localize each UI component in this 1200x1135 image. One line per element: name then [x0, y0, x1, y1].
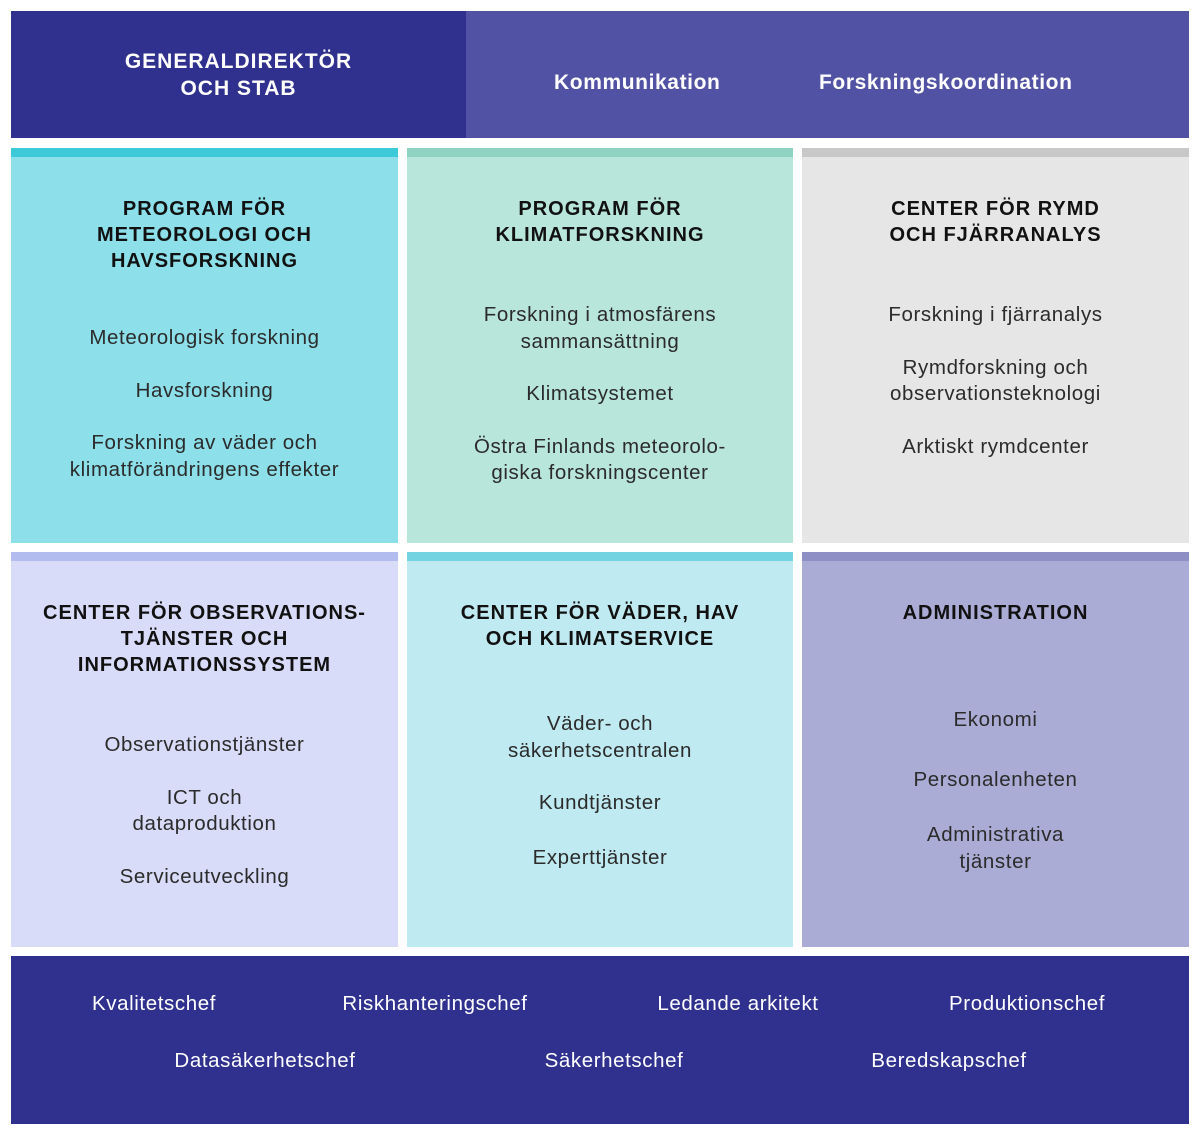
unit-function-line: ICT och — [166, 785, 243, 809]
unit-function-line: säkerhetscentralen — [507, 738, 692, 762]
unit-heading — [21, 196, 388, 274]
role-data-security-manager: Datasäkerhetschef — [174, 1049, 356, 1072]
role-lead-architect: Ledande arkitekt — [657, 992, 819, 1015]
unit-color-strip — [802, 552, 1189, 561]
unit-color-strip — [11, 148, 398, 157]
unit-heading-line: INFORMATIONSSYSTEM — [77, 654, 332, 676]
unit-function-list — [417, 302, 783, 487]
unit-heading-line: OCH FJÄRRANALYS — [889, 224, 1102, 246]
unit-heading-line: OCH KLIMATSERVICE — [485, 628, 715, 650]
role-production-manager: Produktionschef — [948, 992, 1106, 1015]
unit-observation-information — [11, 552, 398, 947]
unit-function-list — [812, 707, 1179, 875]
unit-function-line: giska forskningscenter — [491, 461, 709, 484]
unit-function-line: Administrativa — [926, 823, 1065, 846]
unit-heading-line: HAVSFORSKNING — [110, 250, 299, 272]
unit-function — [21, 325, 388, 352]
unit-heading-line: ADMINISTRATION — [902, 602, 1089, 624]
role-quality-manager: Kvalitetschef — [91, 992, 217, 1015]
unit-meteorology-marine — [11, 148, 398, 543]
unit-function-line: Havsforskning — [135, 378, 274, 402]
unit-heading — [812, 600, 1179, 626]
unit-heading-line: CENTER FÖR OBSERVATIONS- — [43, 602, 366, 624]
special-roles-band — [11, 956, 1189, 1124]
unit-function-line: klimatförändringens effekter — [69, 457, 340, 481]
unit-function-list — [21, 325, 388, 483]
unit-function — [417, 711, 783, 764]
unit-function-list — [812, 302, 1179, 460]
unit-heading — [812, 196, 1179, 248]
unit-function — [812, 822, 1179, 875]
unit-heading-line: CENTER FÖR RYMD — [891, 198, 1100, 220]
unit-function-line: Forskning av väder och — [91, 431, 318, 454]
unit-function-list — [417, 711, 783, 871]
unit-function-line: Östra Finlands meteorolo- — [474, 434, 726, 458]
unit-function-line: Rymdforskning och — [902, 355, 1089, 379]
unit-function-line: observationsteknologi — [890, 382, 1101, 405]
unit-color-strip — [802, 148, 1189, 157]
staff-function-communication: Kommunikation — [554, 71, 721, 94]
unit-function-line: tjänster — [959, 849, 1032, 873]
unit-heading — [417, 600, 783, 652]
unit-function — [417, 790, 783, 817]
unit-function — [812, 355, 1179, 408]
unit-function — [21, 785, 388, 838]
role-security-manager: Säkerhetschef — [544, 1049, 684, 1072]
unit-administration — [802, 552, 1189, 947]
unit-heading-line: PROGRAM FÖR — [518, 198, 682, 220]
unit-heading-line: KLIMATFORSKNING — [495, 224, 705, 246]
leadership-block — [11, 11, 466, 138]
unit-function — [417, 434, 783, 487]
unit-heading-line: CENTER FÖR VÄDER, HAV — [460, 602, 740, 624]
unit-color-strip — [11, 552, 398, 561]
unit-function-line: Serviceutveckling — [119, 864, 290, 888]
unit-function-line: Arktiskt rymdcenter — [902, 434, 1089, 458]
unit-function-line: Forskning i fjärranalys — [888, 303, 1103, 326]
unit-function — [21, 378, 388, 405]
unit-heading-line: PROGRAM FÖR — [122, 198, 287, 220]
unit-function — [812, 707, 1179, 734]
unit-color-strip — [407, 148, 793, 157]
unit-heading — [417, 196, 783, 248]
unit-function-line: Observationstjänster — [104, 733, 305, 756]
unit-function — [417, 381, 783, 408]
unit-function — [812, 302, 1179, 329]
unit-heading — [21, 600, 388, 678]
unit-function-line: Personalenheten — [913, 767, 1078, 791]
role-preparedness-manager: Beredskapschef — [871, 1049, 1027, 1072]
unit-heading-line: METEOROLOGI OCH — [97, 224, 312, 246]
unit-function — [21, 864, 388, 891]
leadership-title-line: OCH STAB — [180, 76, 297, 100]
unit-function — [812, 767, 1179, 794]
unit-function — [417, 845, 783, 872]
unit-function — [21, 732, 388, 759]
unit-function — [417, 302, 783, 355]
unit-function-line: Forskning i atmosfärens — [483, 303, 717, 326]
unit-space-remote-sensing — [802, 148, 1189, 543]
leadership-title-line: GENERALDIREKTÖR — [124, 49, 353, 73]
unit-function-list — [21, 732, 388, 890]
role-risk-manager: Riskhanteringschef — [342, 992, 528, 1015]
unit-function-line: Meteorologisk forskning — [89, 326, 320, 349]
staff-functions-block — [466, 11, 1189, 138]
unit-function-line: Kundtjänster — [538, 791, 662, 814]
unit-function-line: Väder- och — [546, 712, 654, 735]
unit-function-line: Experttjänster — [532, 845, 668, 869]
unit-function — [21, 430, 388, 483]
staff-function-research-coordination: Forskningskoordination — [819, 71, 1073, 94]
unit-function-line: sammansättning — [520, 329, 680, 353]
unit-function-line: Klimatsystemet — [526, 382, 674, 405]
unit-function-line: Ekonomi — [953, 708, 1038, 731]
unit-color-strip — [407, 552, 793, 561]
unit-function — [812, 434, 1179, 461]
unit-climate-research — [407, 148, 793, 543]
unit-weather-sea-climate-service — [407, 552, 793, 947]
unit-function-line: dataproduktion — [132, 812, 277, 835]
leadership-title — [125, 48, 352, 102]
unit-heading-line: TJÄNSTER OCH — [120, 628, 289, 650]
